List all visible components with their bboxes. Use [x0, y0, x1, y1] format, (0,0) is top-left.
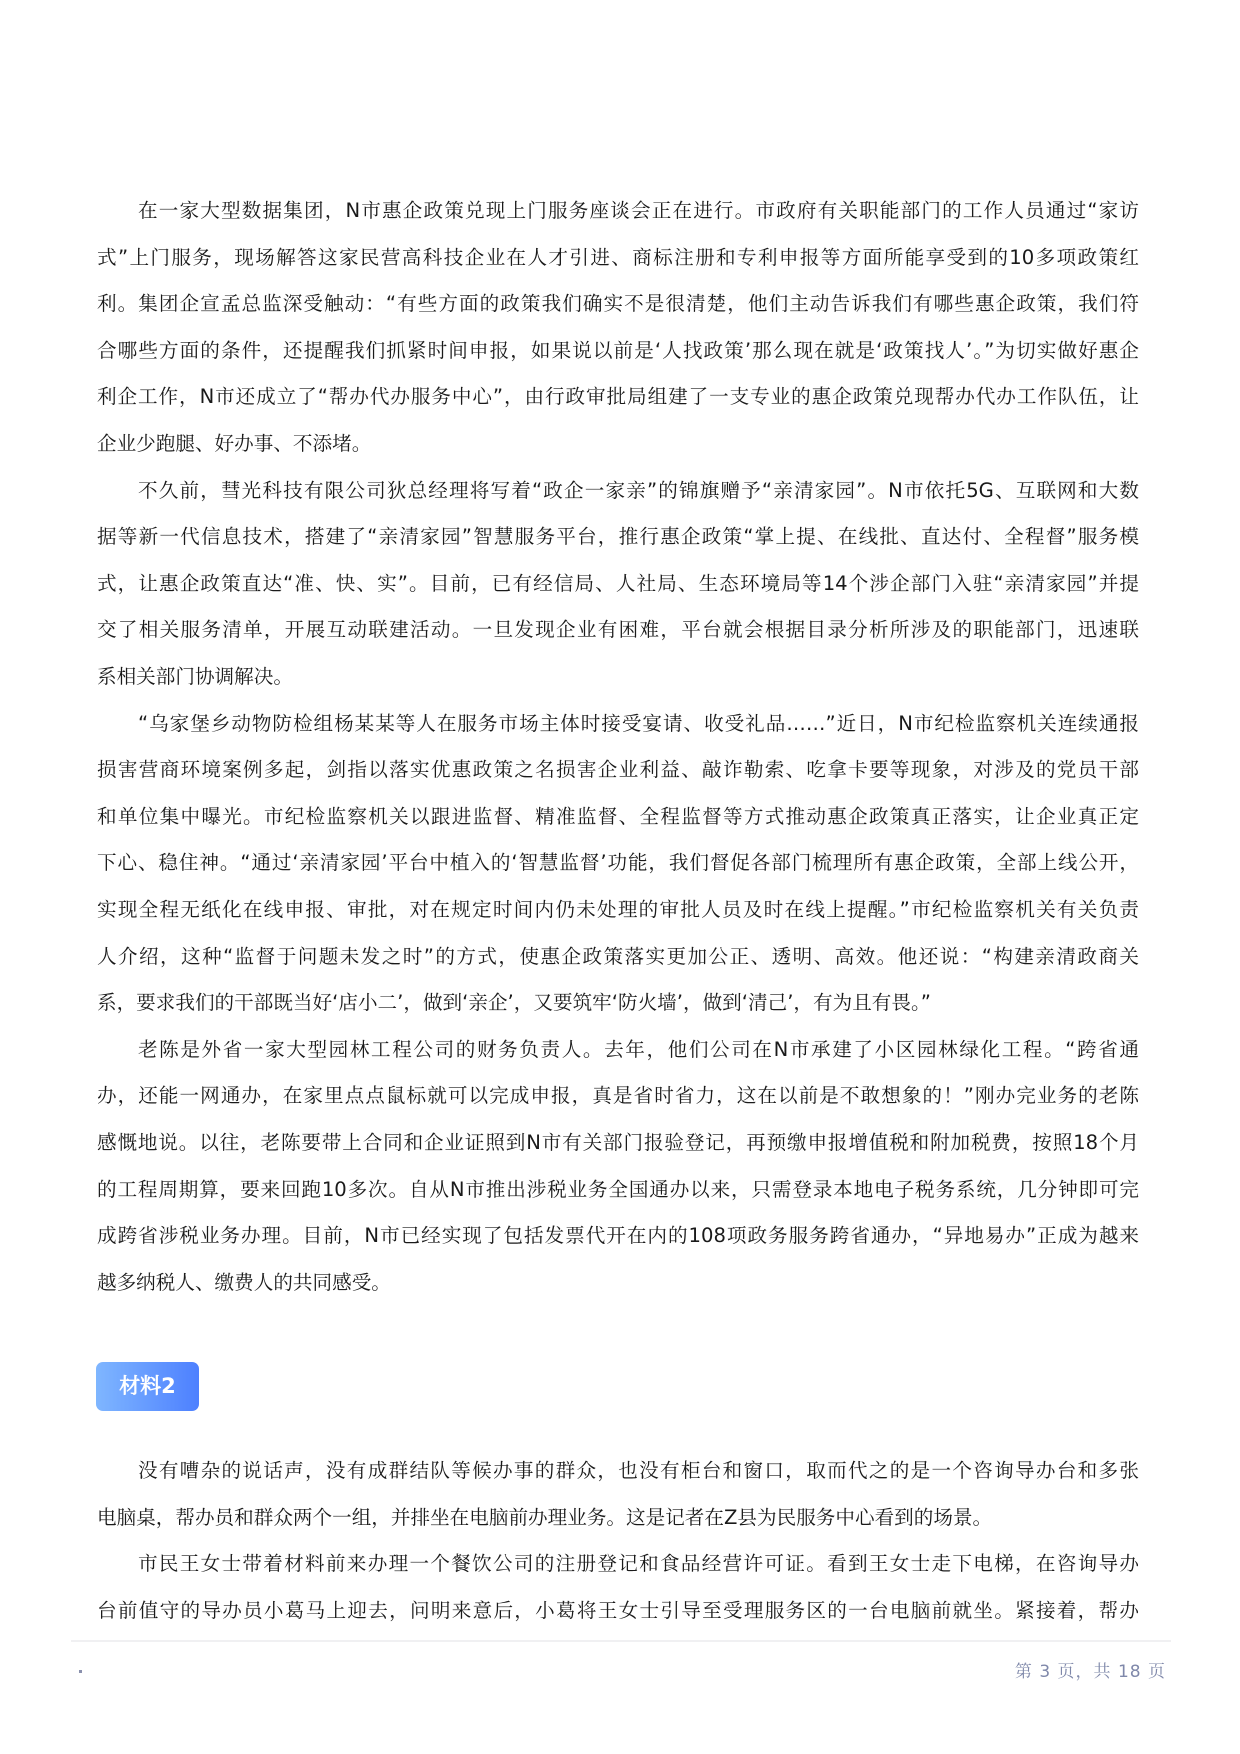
text-line: 办，还能一网通办，在家里点点鼠标就可以完成申报，真是省时省力，这在以前是不敢想象的！”刚办完业务的老陈: [97, 1084, 1139, 1108]
paragraph-2: [97, 468, 1139, 701]
text-line: “乌家堡乡动物防检组杨某某等人在服务市场主体时接受宴请、收受礼品……”近日，N市纪检监察机关连续通报: [138, 711, 1139, 735]
text-line: 不久前，彗光科技有限公司狄总经理将写着“政企一家亲”的锦旗赠予“亲清家园”。N市依托5G、互联网和大数: [138, 478, 1139, 502]
text-line: 在一家大型数据集团，N市惠企政策兑现上门服务座谈会正在进行。市政府有关职能部门的工作人员通过“家访: [138, 199, 1139, 222]
text-line: 企业少跑腿、好办事、不添堵。: [97, 431, 372, 455]
text-line: 感慨地说。以往，老陈要带上合同和企业证照到N市有关部门报验登记，再预缴申报增值税和附加税费，按照18个月: [97, 1130, 1139, 1154]
text-line: 台前值守的导办员小葛马上迎去，问明来意后，小葛将王女士引导至受理服务区的一台电脑前就坐。紧接着，帮办: [97, 1598, 1139, 1622]
text-line: 下心、稳住神。“通过‘亲清家园’平台中植入的‘智慧监督’功能，我们督促各部门梳理所有惠企政策，全部上线公开，: [97, 851, 1139, 875]
text-line: 利。集团企宣孟总监深受触动：“有些方面的政策我们确实不是很清楚，他们主动告诉我们有哪些惠企政策，我们符: [97, 292, 1139, 316]
text-line: 交了相关服务清单，开展互动联建活动。一旦发现企业有困难，平台就会根据目录分析所涉及的职能部门，迅速联: [97, 618, 1139, 642]
material-2-badge: 材料2: [96, 1362, 199, 1411]
text-line: 据等新一代信息技术，搭建了“亲清家园”智慧服务平台，推行惠企政策“掌上提、在线批、直达付、全程督”服务模: [97, 525, 1139, 549]
text-line: 市民王女士带着材料前来办理一个餐饮公司的注册登记和食品经营许可证。看到王女士走下电梯，在咨询导办: [138, 1552, 1139, 1576]
text-line: 实现全程无纸化在线申报、审批，对在规定时间内仍未处理的审批人员及时在线上提醒。”市纪检监察机关有关负责: [97, 897, 1139, 921]
footer-dot: [79, 1670, 82, 1673]
text-line: 人介绍，这种“监督于问题未发之时”的方式，使惠企政策落实更加公正、透明、高效。他还说：“构建亲清政商关: [97, 944, 1139, 968]
text-line: 老陈是外省一家大型园林工程公司的财务负责人。去年，他们公司在N市承建了小区园林绿化工程。“跨省通: [138, 1037, 1139, 1061]
paragraph-1: [97, 188, 1139, 468]
text-line: 电脑桌，帮办员和群众两个一组，并排坐在电脑前办理业务。这是记者在Z县为民服务中心看到的场景。: [97, 1505, 993, 1529]
material-2-paragraph-2: [97, 1541, 1139, 1634]
page-number: 第 3 页，共 18 页: [1014, 1662, 1166, 1682]
footer-divider: [71, 1640, 1171, 1642]
text-line: 没有嘈杂的说话声，没有成群结队等候办事的群众，也没有柜台和窗口，取而代之的是一个咨询导办台和多张: [138, 1459, 1139, 1482]
text-line: 系，要求我们的干部既当好‘店小二’，做到‘亲企’，又要筑牢‘防火墙’，做到‘清己’，有为且有畏。”: [97, 991, 931, 1015]
text-line: 成跨省涉税业务办理。目前，N市已经实现了包括发票代开在内的108项政务服务跨省通办，“异地易办”正成为越来: [97, 1224, 1139, 1248]
text-line: 的工程周期算，要来回跑10多次。自从N市推出涉税业务全国通办以来，只需登录本地电子税务系统，几分钟即可完: [97, 1177, 1139, 1201]
text-line: 系相关部门协调解决。: [97, 664, 293, 688]
material-2-paragraph-1: [97, 1448, 1139, 1541]
text-line: 利企工作，N市还成立了“帮办代办服务中心”，由行政审批局组建了一支专业的惠企政策兑现帮办代办工作队伍，让: [97, 385, 1139, 409]
paragraph-4: [97, 1027, 1139, 1307]
text-line: 式，让惠企政策直达“准、快、实”。目前，已有经信局、人社局、生态环境局等14个涉企部门入驻“亲清家园”并提: [97, 571, 1139, 595]
text-line: 合哪些方面的条件，还提醒我们抓紧时间申报，如果说以前是‘人找政策’那么现在就是‘政策找人’。”为切实做好惠企: [97, 338, 1139, 362]
text-line: 和单位集中曝光。市纪检监察机关以跟进监督、精准监督、全程监督等方式推动惠企政策真正落实，让企业真正定: [97, 804, 1139, 828]
text-line: 越多纳税人、缴费人的共同感受。: [97, 1270, 391, 1294]
text-line: 式”上门服务，现场解答这家民营高科技企业在人才引进、商标注册和专利申报等方面所能享受到的10多项政策红: [97, 245, 1139, 269]
text-line: 损害营商环境案例多起，剑指以落实优惠政策之名损害企业利益、敲诈勒索、吃拿卡要等现象，对涉及的党员干部: [97, 758, 1139, 782]
paragraph-3: [97, 701, 1139, 1027]
